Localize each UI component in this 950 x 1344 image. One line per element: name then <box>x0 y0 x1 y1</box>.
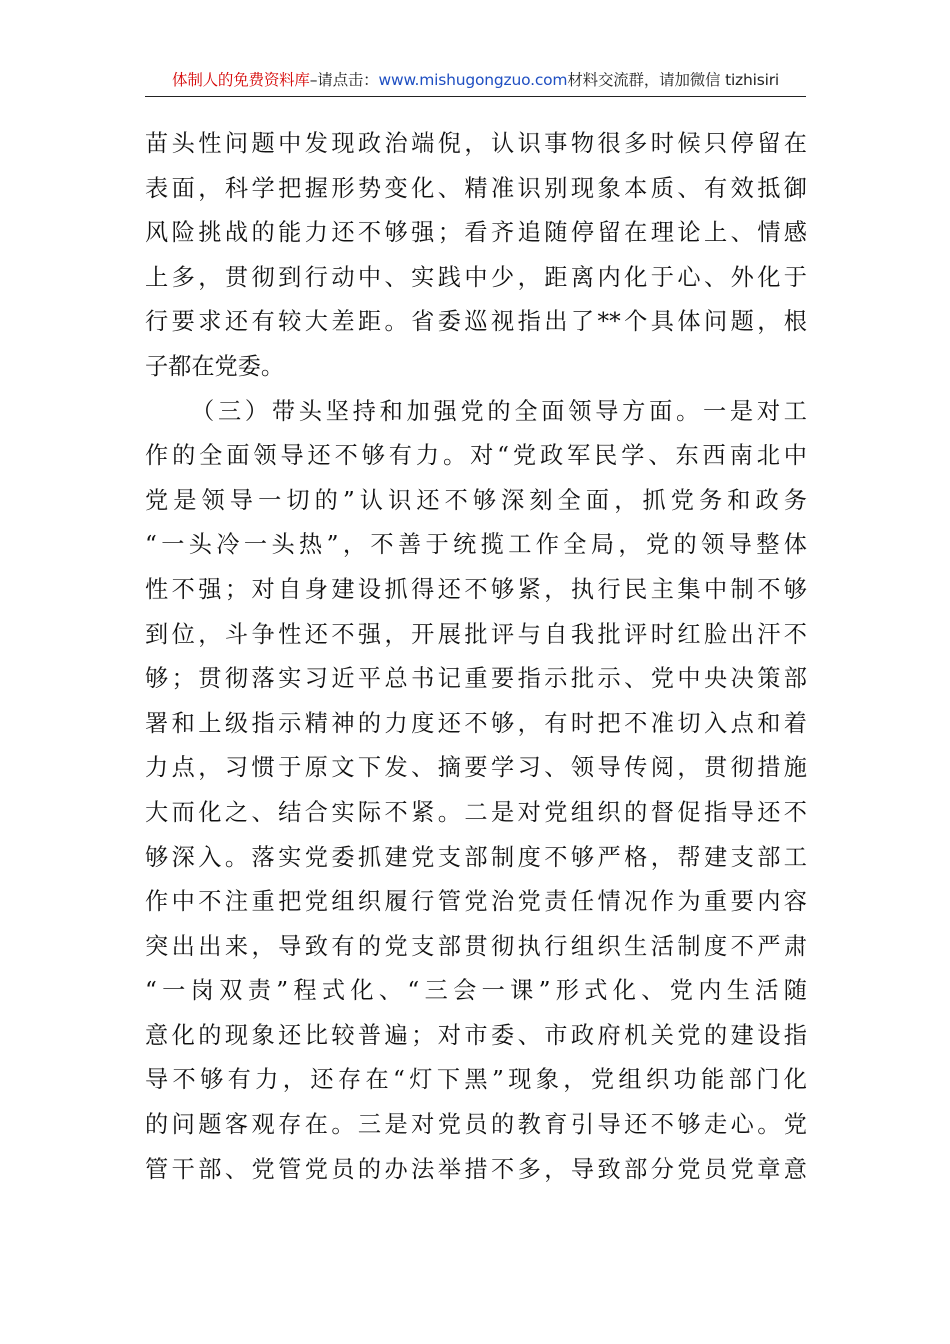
body-line: 风险挑战的能力还不够强；看齐追随停留在理论上、情感 <box>145 219 807 247</box>
header-url-link[interactable]: www.mishugongzuo.com <box>378 71 568 89</box>
body-line: 作的全面领导还不够有力。对“党政军民学、东西南北中 <box>145 442 807 470</box>
header-wechat-note: 材料交流群，请加微信 tizhisiri <box>567 71 779 89</box>
body-line: “一岗双责”程式化、“三会一课”形式化、党内生活随 <box>145 977 807 1005</box>
body-line: 力点，习惯于原文下发、摘要学习、领导传阅，贯彻措施 <box>145 754 807 782</box>
body-line: 够；贯彻落实习近平总书记重要指示批示、党中央决策部 <box>145 665 807 693</box>
body-line: 子都在党委。 <box>145 352 285 380</box>
page-header <box>145 66 806 97</box>
body-line: 表面，科学把握形势变化、精准识别现象本质、有效抵御 <box>145 174 807 202</box>
body-line: （三）带头坚持和加强党的全面领导方面。一是对工 <box>191 397 807 425</box>
header-prompt: –请点击： <box>309 71 379 89</box>
body-line: 作中不注重把党组织履行管党治党责任情况作为重要内容 <box>145 888 807 916</box>
body-line: 管干部、党管党员的办法举措不多，导致部分党员党章意 <box>145 1155 807 1183</box>
body-line: 署和上级指示精神的力度还不够，有时把不准切入点和着 <box>145 709 807 737</box>
body-line: 行要求还有较大差距。省委巡视指出了**个具体问题，根 <box>145 308 807 336</box>
body-line: 导不够有力，还存在“灯下黑”现象，党组织功能部门化 <box>145 1066 807 1094</box>
body-line: 性不强；对自身建设抓得还不够紧，执行民主集中制不够 <box>145 575 807 603</box>
body-line: 意化的现象还比较普遍；对市委、市政府机关党的建设指 <box>145 1021 807 1049</box>
body-line: 党是领导一切的”认识还不够深刻全面，抓党务和政务 <box>145 486 807 514</box>
body-line: 突出出来，导致有的党支部贯彻执行组织生活制度不严肃 <box>145 932 807 960</box>
body-line: 的问题客观存在。三是对党员的教育引导还不够走心。党 <box>145 1111 807 1139</box>
header-site-name[interactable]: 体制人的免费资料库 <box>172 71 310 89</box>
body-line: 上多，贯彻到行动中、实践中少，距离内化于心、外化于 <box>145 263 807 291</box>
body-line: 够深入。落实党委抓建党支部制度不够严格，帮建支部工 <box>145 843 807 871</box>
document-body <box>145 122 807 1192</box>
body-line: 到位，斗争性还不强，开展批评与自我批评时红脸出汗不 <box>145 620 807 648</box>
body-line: 大而化之、结合实际不紧。二是对党组织的督促指导还不 <box>145 798 807 826</box>
body-line: “一头冷一头热”，不善于统揽工作全局，党的领导整体 <box>145 531 807 559</box>
body-line: 苗头性问题中发现政治端倪，认识事物很多时候只停留在 <box>145 130 807 157</box>
